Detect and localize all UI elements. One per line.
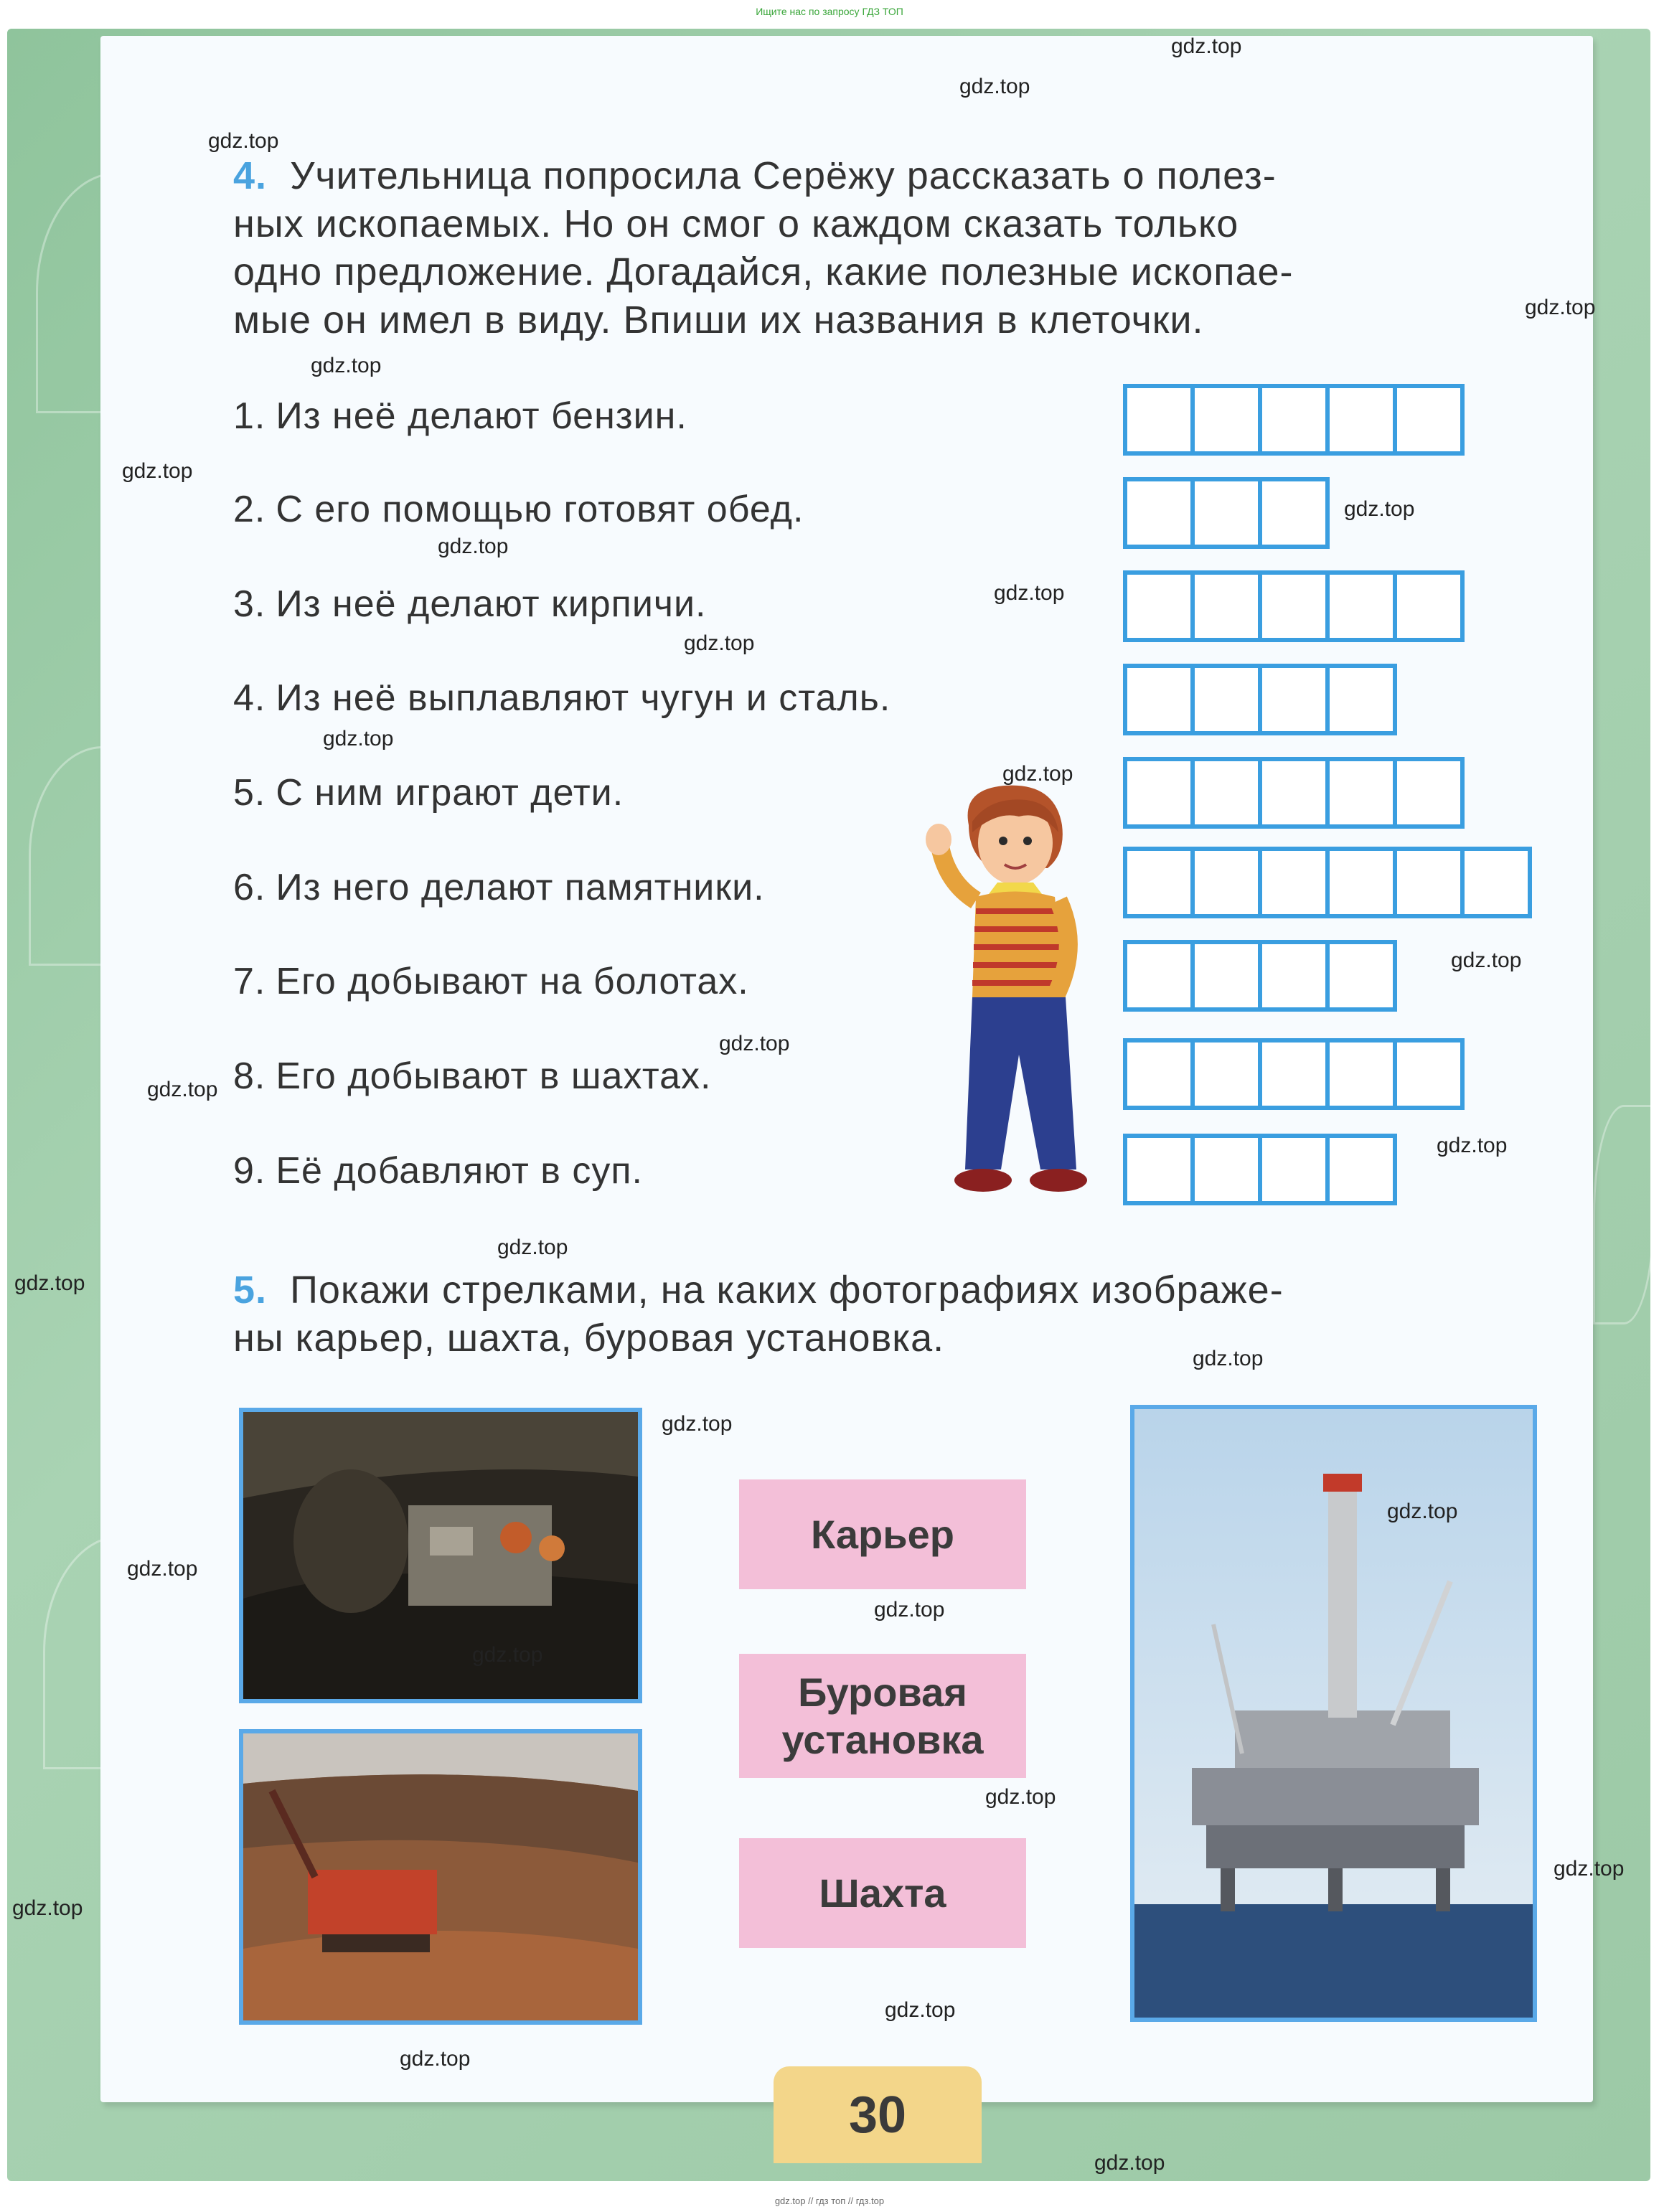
answer-cell[interactable] bbox=[1258, 477, 1330, 549]
answer-cell[interactable] bbox=[1325, 570, 1397, 642]
drilling-rig-picture bbox=[1134, 1409, 1533, 2018]
answer-cell[interactable] bbox=[1190, 570, 1262, 642]
task4-number: 4. bbox=[233, 154, 268, 197]
watermark: gdz.top bbox=[323, 727, 394, 750]
riddle-item: 9. Её добавляют в суп. bbox=[233, 1150, 643, 1192]
task4-line: 4. Учительница попросила Серёжу рассказать о полез- bbox=[233, 154, 1277, 197]
answer-cell[interactable] bbox=[1393, 847, 1465, 918]
answer-cell[interactable] bbox=[1190, 1134, 1262, 1205]
answer-cell[interactable] bbox=[1123, 847, 1195, 918]
answer-cells-9 bbox=[1123, 1134, 1393, 1205]
task5-line: ны карьер, шахта, буровая установка. bbox=[233, 1317, 945, 1360]
answer-cell[interactable] bbox=[1123, 570, 1195, 642]
watermark: gdz.top bbox=[127, 1557, 198, 1581]
mine-photo bbox=[239, 1408, 642, 1703]
quarry-picture bbox=[243, 1733, 638, 2020]
riddle-item: 6. Из него делают памятники. bbox=[233, 867, 765, 908]
mine-picture bbox=[243, 1412, 638, 1699]
answer-cell[interactable] bbox=[1325, 757, 1397, 829]
task4-text bbox=[233, 152, 1525, 344]
answer-cell[interactable] bbox=[1123, 664, 1195, 735]
watermark: gdz.top bbox=[1193, 1347, 1264, 1370]
watermark: gdz.top bbox=[1387, 1500, 1458, 1523]
answer-cell[interactable] bbox=[1123, 477, 1195, 549]
riddle-item: 1. Из неё делают бензин. bbox=[233, 395, 687, 437]
label-drilling-rig: Буровая установка bbox=[739, 1654, 1026, 1778]
watermark: gdz.top bbox=[208, 129, 279, 153]
answer-cell[interactable] bbox=[1123, 757, 1195, 829]
task4-line: мые он имел в виду. Впиши их названия в клеточки. bbox=[233, 298, 1204, 342]
answer-cell[interactable] bbox=[1190, 1038, 1262, 1110]
watermark: gdz.top bbox=[1437, 1134, 1508, 1157]
answer-cells-8 bbox=[1123, 1038, 1460, 1110]
riddle-item: 2. С его помощью готовят обед. bbox=[233, 489, 804, 530]
watermark: gdz.top bbox=[122, 459, 193, 483]
watermark: gdz.top bbox=[684, 631, 755, 655]
answer-cell[interactable] bbox=[1123, 940, 1195, 1012]
answer-cell[interactable] bbox=[1190, 847, 1262, 918]
answer-cell[interactable] bbox=[1258, 1134, 1330, 1205]
answer-cells-7 bbox=[1123, 940, 1393, 1012]
answer-cell[interactable] bbox=[1393, 384, 1465, 456]
answer-cell[interactable] bbox=[1393, 570, 1465, 642]
answer-cell[interactable] bbox=[1190, 940, 1262, 1012]
watermark: gdz.top bbox=[1094, 2151, 1165, 2175]
watermark: gdz.top bbox=[438, 535, 509, 558]
answer-cells-2 bbox=[1123, 477, 1325, 549]
answer-cells-1 bbox=[1123, 384, 1460, 456]
watermark: gdz.top bbox=[311, 354, 382, 377]
task5-text bbox=[233, 1266, 1525, 1363]
watermark: gdz.top bbox=[959, 75, 1030, 98]
watermark: gdz.top bbox=[1002, 762, 1073, 786]
answer-cells-5 bbox=[1123, 757, 1460, 829]
label-mine: Шахта bbox=[739, 1838, 1026, 1948]
riddle-item: 5. С ним играют дети. bbox=[233, 772, 624, 814]
watermark: gdz.top bbox=[472, 1643, 543, 1667]
answer-cell[interactable] bbox=[1258, 384, 1330, 456]
header-note: Ищите нас по запросу ГДЗ ТОП bbox=[756, 6, 903, 17]
task4-line: одно предложение. Догадайся, какие полезные ископае- bbox=[233, 250, 1294, 293]
answer-cell[interactable] bbox=[1325, 1134, 1397, 1205]
watermark: gdz.top bbox=[1344, 497, 1415, 521]
watermark: gdz.top bbox=[400, 2047, 471, 2071]
answer-cell[interactable] bbox=[1325, 1038, 1397, 1110]
watermark: gdz.top bbox=[12, 1896, 83, 1920]
watermark: gdz.top bbox=[497, 1236, 568, 1259]
answer-cell[interactable] bbox=[1325, 940, 1397, 1012]
watermark: gdz.top bbox=[994, 581, 1065, 605]
page-number: 30 bbox=[774, 2066, 982, 2163]
answer-cell[interactable] bbox=[1258, 940, 1330, 1012]
answer-cell[interactable] bbox=[1460, 847, 1532, 918]
answer-cell[interactable] bbox=[1258, 1038, 1330, 1110]
footer-note: gdz.top // гдз топ // гдз.top bbox=[774, 2195, 885, 2206]
task4-line: ных ископаемых. Но он смог о каждом сказать только bbox=[233, 202, 1239, 245]
label-quarry: Карьер bbox=[739, 1479, 1026, 1589]
answer-cell[interactable] bbox=[1190, 757, 1262, 829]
drilling-rig-photo bbox=[1130, 1405, 1537, 2022]
answer-cell[interactable] bbox=[1123, 1134, 1195, 1205]
watermark: gdz.top bbox=[885, 1998, 956, 2022]
watermark: gdz.top bbox=[1451, 949, 1522, 972]
answer-cell[interactable] bbox=[1325, 664, 1397, 735]
answer-cell[interactable] bbox=[1325, 384, 1397, 456]
watermark: gdz.top bbox=[147, 1078, 218, 1101]
answer-cell[interactable] bbox=[1190, 477, 1262, 549]
riddle-item: 3. Из неё делают кирпичи. bbox=[233, 583, 707, 625]
riddle-item: 7. Его добывают на болотах. bbox=[233, 961, 749, 1002]
watermark: gdz.top bbox=[662, 1412, 733, 1436]
answer-cell[interactable] bbox=[1258, 664, 1330, 735]
answer-cell[interactable] bbox=[1258, 847, 1330, 918]
answer-cells-4 bbox=[1123, 664, 1393, 735]
answer-cell[interactable] bbox=[1123, 384, 1195, 456]
quarry-photo bbox=[239, 1729, 642, 2025]
watermark: gdz.top bbox=[985, 1785, 1056, 1809]
answer-cell[interactable] bbox=[1258, 757, 1330, 829]
watermark: gdz.top bbox=[719, 1032, 790, 1055]
answer-cell[interactable] bbox=[1393, 1038, 1465, 1110]
answer-cell[interactable] bbox=[1393, 757, 1465, 829]
answer-cell[interactable] bbox=[1123, 1038, 1195, 1110]
watermark: gdz.top bbox=[1525, 296, 1596, 319]
watermark: gdz.top bbox=[874, 1598, 945, 1622]
answer-cells-6 bbox=[1123, 847, 1528, 918]
leaf-decoration bbox=[1593, 1105, 1655, 1324]
riddle-item: 8. Его добывают в шахтах. bbox=[233, 1055, 712, 1097]
answer-cell[interactable] bbox=[1190, 384, 1262, 456]
answer-cell[interactable] bbox=[1190, 664, 1262, 735]
answer-cells-3 bbox=[1123, 570, 1460, 642]
answer-cell[interactable] bbox=[1258, 570, 1330, 642]
watermark: gdz.top bbox=[14, 1271, 85, 1295]
task5-line: 5. Покажи стрелками, на каких фотографиях изображе- bbox=[233, 1269, 1284, 1312]
task5-number: 5. bbox=[233, 1269, 268, 1312]
watermark: gdz.top bbox=[1171, 34, 1242, 58]
watermark: gdz.top bbox=[1554, 1857, 1625, 1881]
riddle-item: 4. Из неё выплавляют чугун и сталь. bbox=[233, 677, 891, 719]
answer-cell[interactable] bbox=[1325, 847, 1397, 918]
boy-illustration bbox=[911, 782, 1112, 1205]
